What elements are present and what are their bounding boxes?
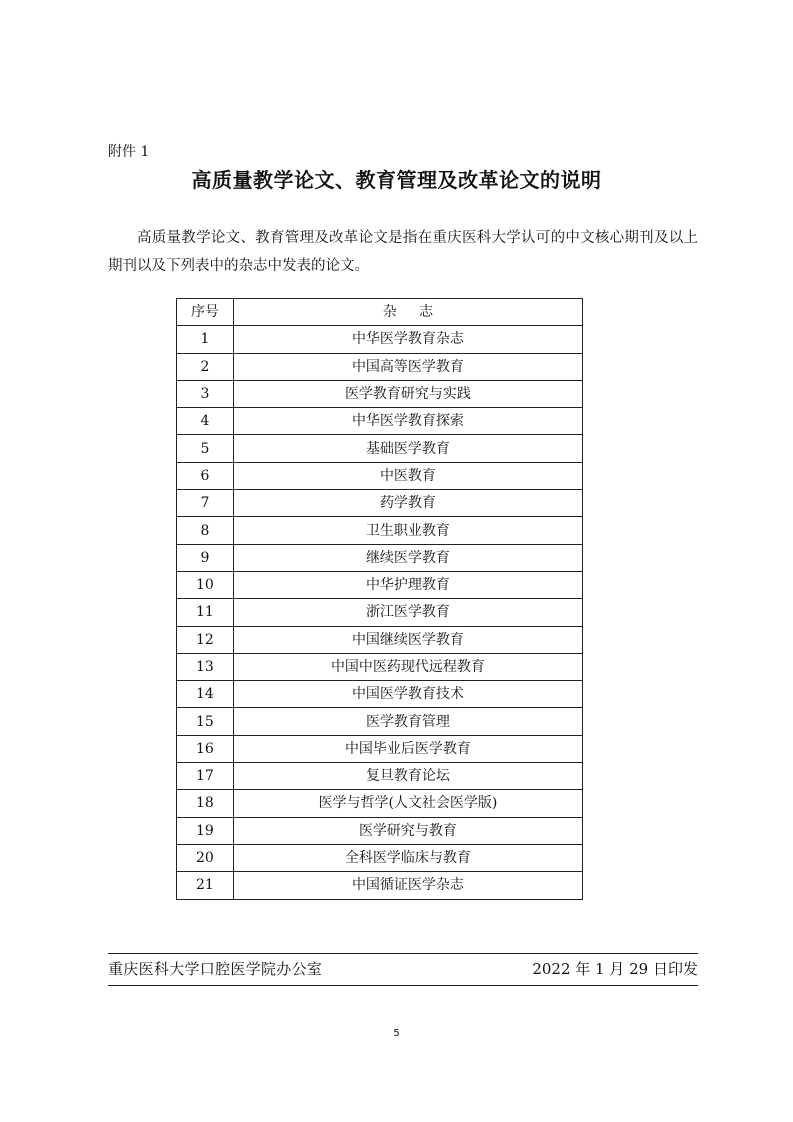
row-journal: 中华医学教育探索 — [233, 408, 582, 435]
table-row — [177, 435, 583, 462]
table-row — [177, 571, 583, 598]
row-index: 14 — [177, 681, 234, 708]
footer-date: 2022 年 1 月 29 日印发 — [532, 960, 698, 978]
row-index: 10 — [177, 571, 234, 598]
journal-table-header — [177, 299, 583, 326]
row-index: 7 — [177, 490, 234, 517]
row-index: 1 — [177, 326, 234, 353]
table-row — [177, 544, 583, 571]
row-journal: 药学教育 — [233, 490, 582, 517]
table-row — [177, 681, 583, 708]
row-index: 8 — [177, 517, 234, 544]
row-journal: 复旦教育论坛 — [233, 763, 582, 790]
row-journal: 中医教育 — [233, 462, 582, 489]
table-row — [177, 626, 583, 653]
table-row — [177, 872, 583, 899]
table-row — [177, 844, 583, 871]
row-index: 3 — [177, 380, 234, 407]
row-index: 18 — [177, 790, 234, 817]
table-row — [177, 353, 583, 380]
row-journal: 医学研究与教育 — [233, 817, 582, 844]
row-journal: 医学与哲学(人文社会医学版) — [233, 790, 582, 817]
attachment-label: 附件 1 — [108, 144, 150, 160]
table-row — [177, 653, 583, 680]
table-row — [177, 490, 583, 517]
row-journal: 浙江医学教育 — [233, 599, 582, 626]
table-row — [177, 408, 583, 435]
table-row — [177, 817, 583, 844]
row-journal: 医学教育管理 — [233, 708, 582, 735]
row-journal: 卫生职业教育 — [233, 517, 582, 544]
row-index: 16 — [177, 735, 234, 762]
row-index: 4 — [177, 408, 234, 435]
row-journal: 中国毕业后医学教育 — [233, 735, 582, 762]
row-index: 15 — [177, 708, 234, 735]
table-row — [177, 790, 583, 817]
table-row — [177, 380, 583, 407]
row-index: 6 — [177, 462, 234, 489]
row-index: 2 — [177, 353, 234, 380]
header-journal — [233, 299, 582, 326]
footer-organization: 重庆医科大学口腔医学院办公室 — [108, 960, 323, 978]
journal-table-body — [177, 326, 583, 899]
row-index: 19 — [177, 817, 234, 844]
row-index: 20 — [177, 844, 234, 871]
header-journal-label: 杂志 — [382, 304, 456, 321]
row-index: 9 — [177, 544, 234, 571]
table-row — [177, 735, 583, 762]
row-index: 21 — [177, 872, 234, 899]
row-index: 12 — [177, 626, 234, 653]
row-index: 17 — [177, 763, 234, 790]
table-row — [177, 517, 583, 544]
row-journal: 中国高等医学教育 — [233, 353, 582, 380]
row-journal: 继续医学教育 — [233, 544, 582, 571]
row-journal: 中华医学教育杂志 — [233, 326, 582, 353]
row-journal: 中华护理教育 — [233, 571, 582, 598]
row-index: 11 — [177, 599, 234, 626]
intro-paragraph: 高质量教学论文、教育管理及改革论文是指在重庆医科大学认可的中文核心期刊及以上期刊以及下列表中的杂志中发表的论文。 — [108, 230, 698, 274]
table-row — [177, 599, 583, 626]
footer-divider-bottom — [108, 985, 698, 986]
row-index: 13 — [177, 653, 234, 680]
journal-table-header-row — [177, 299, 583, 326]
row-index: 5 — [177, 435, 234, 462]
journal-table — [176, 298, 583, 900]
row-journal: 中国医学教育技术 — [233, 681, 582, 708]
table-row — [177, 763, 583, 790]
header-index: 序号 — [177, 299, 234, 326]
row-journal: 中国继续医学教育 — [233, 626, 582, 653]
row-journal: 中国中医药现代远程教育 — [233, 653, 582, 680]
row-journal: 基础医学教育 — [233, 435, 582, 462]
page-number: 5 — [393, 1028, 400, 1039]
table-row — [177, 462, 583, 489]
document-title: 高质量教学论文、教育管理及改革论文的说明 — [191, 168, 602, 192]
table-row — [177, 326, 583, 353]
footer-divider-top — [108, 953, 698, 954]
row-journal: 全科医学临床与教育 — [233, 844, 582, 871]
row-journal: 中国循证医学杂志 — [233, 872, 582, 899]
table-row — [177, 708, 583, 735]
row-journal: 医学教育研究与实践 — [233, 380, 582, 407]
